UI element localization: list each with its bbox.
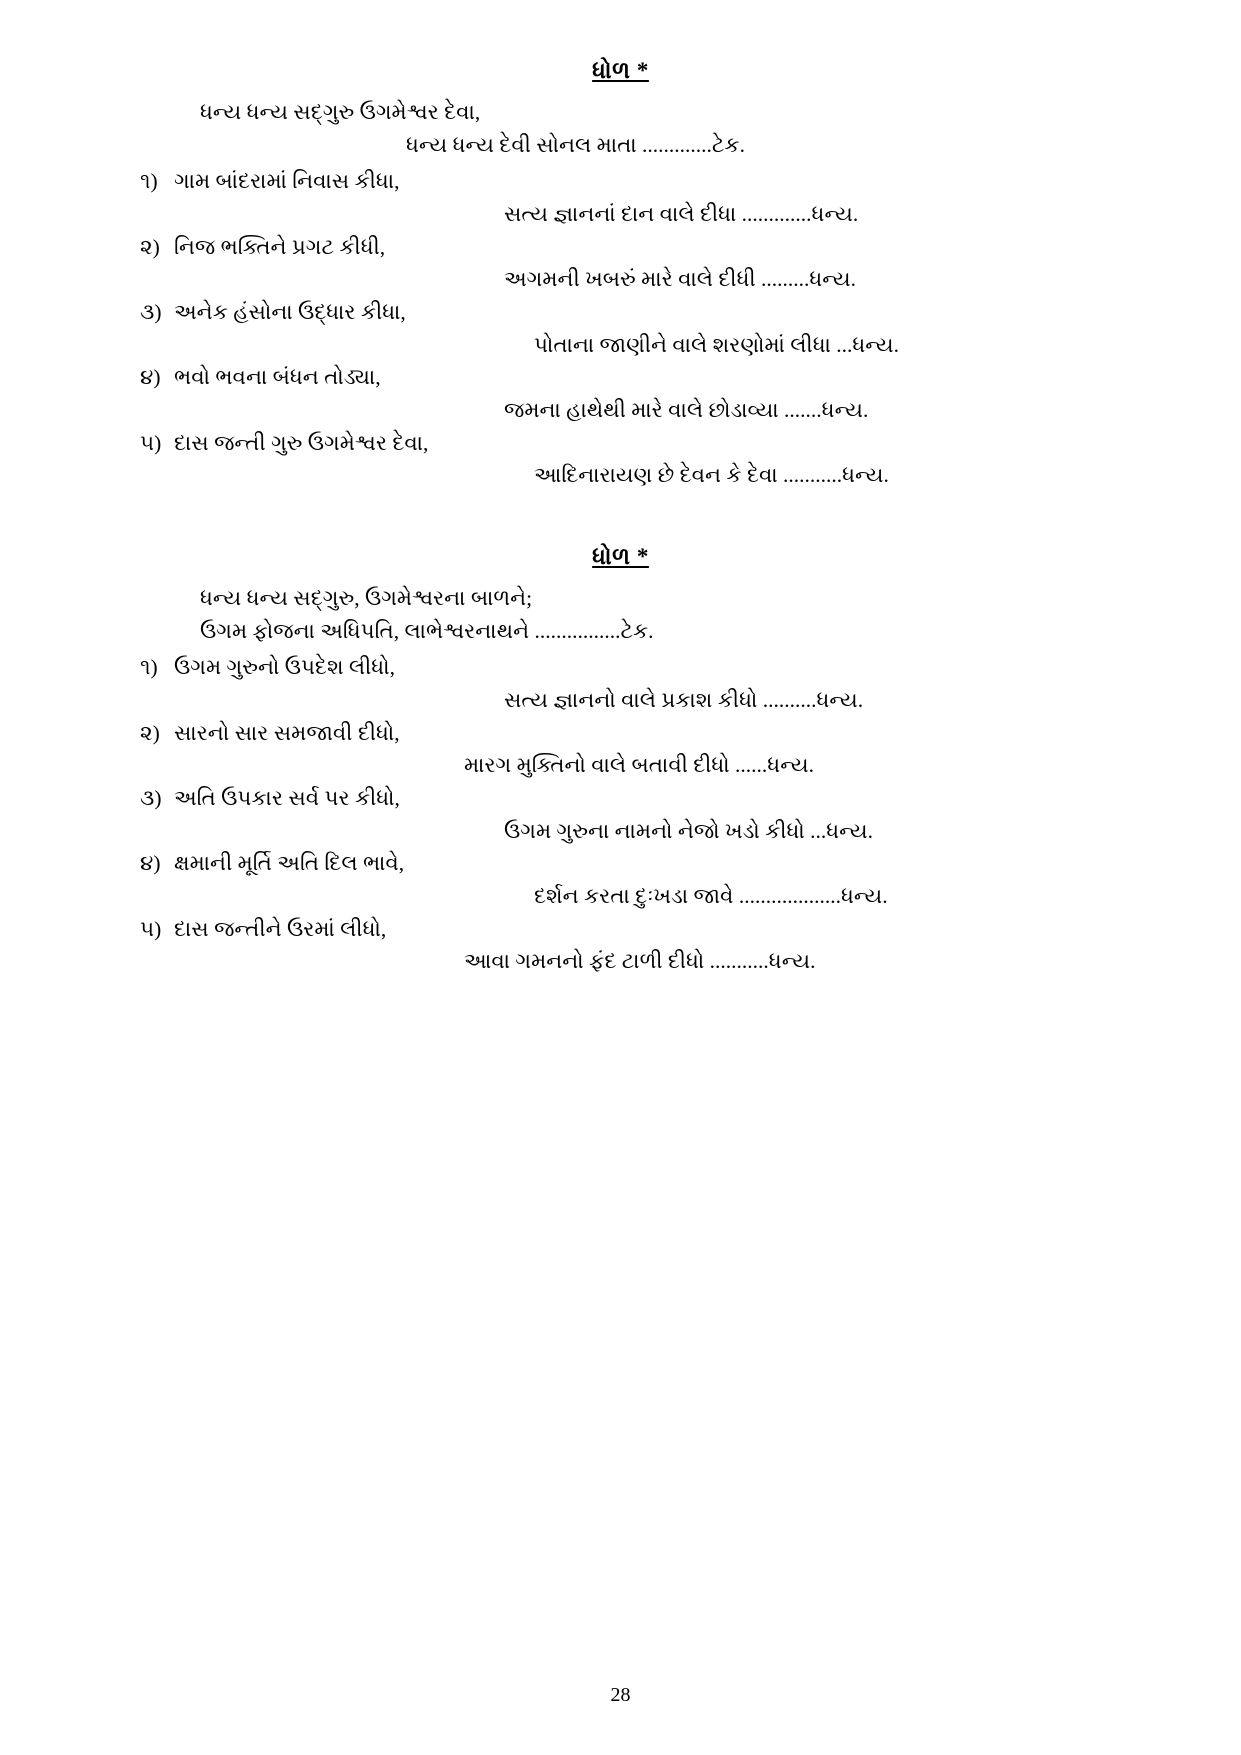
verse-line-b: ઉગમ ગુરુના નામનો નેજો ખડો કીધો ...ધન્ય. <box>504 818 873 843</box>
song-section-1 <box>96 58 1145 492</box>
verse-line-b: મારગ મુક્તિનો વાલે બતાવી દીધો ......ધન્ય. <box>464 753 814 778</box>
verse-line-a: ક્ષમાની મૂર્તિ અતિ દિલ ભાવે, <box>174 851 405 876</box>
verse-body <box>174 913 1145 978</box>
verse-number: ૪) <box>140 365 161 390</box>
verse-row <box>96 651 1145 716</box>
verse-line-b: સત્ય જ્ઞાનનો વાલે પ્રકાશ કીધો ..........ધન્ય. <box>504 688 864 713</box>
verse-body <box>174 231 1145 296</box>
verse-number: ૧) <box>140 169 158 194</box>
verse-body <box>174 427 1145 492</box>
verse-row <box>96 427 1145 492</box>
verse-row <box>96 165 1145 230</box>
verse-row <box>96 782 1145 847</box>
verse-body <box>174 361 1145 426</box>
verse-line-a: દાસ જન્તી ગુરુ ઉગમેશ્વર દેવા, <box>174 430 429 455</box>
verse-body <box>174 717 1145 782</box>
verse-line-a: દાસ જન્તીને ઉરમાં લીધો, <box>174 916 387 941</box>
verse-body <box>174 651 1145 716</box>
refrain-line: ધન્ય ધન્ય દેવી સોનલ માતા .............ટેક. <box>406 132 745 157</box>
verse-line-a: અતિ ઉપકાર સર્વ પર કીધો, <box>174 786 400 811</box>
verse-number: ૩) <box>140 300 162 325</box>
verse-line-b: આવા ગમનનો ફંદ ટાળી દીધો ...........ધન્ય. <box>464 949 816 974</box>
verse-line-a: નિજ ભક્તિને પ્રગટ કીધી, <box>174 234 386 259</box>
verse-row <box>96 361 1145 426</box>
verse-number: ૨) <box>140 720 160 745</box>
song-title: ધોળ * <box>592 544 649 570</box>
verse-body <box>174 165 1145 230</box>
verse-body <box>174 782 1145 847</box>
verse-number: ૧) <box>140 655 158 680</box>
song-refrain <box>96 96 1145 161</box>
verse-number: ૩) <box>140 786 162 811</box>
verse-line-a: ઉગમ ગુરુનો ઉપદેશ લીધો, <box>174 655 395 680</box>
refrain-line: ધન્ય ધન્ય સદ્‍ગુરુ ઉગમેશ્વર દેવા, <box>200 100 481 124</box>
verse-line-a: અનેક હંસોના ઉદ્ધાર કીધા, <box>174 300 406 325</box>
refrain-line: ઉગમ ફોજના અધિપતિ, લાભેશ્વરનાથને ................ટેક. <box>200 618 654 643</box>
verse-number: ૨) <box>140 234 160 259</box>
verse-line-b: સત્ય જ્ઞાનનાં દાન વાલે દીધા .............ધન્ય. <box>504 202 859 227</box>
song-section-2 <box>96 544 1145 978</box>
verse-row <box>96 296 1145 361</box>
verse-row <box>96 717 1145 782</box>
verse-line-b: જમના હાથેથી મારે વાલે છોડાવ્યા .......ધન્ય. <box>504 398 869 423</box>
verse-number: ૪) <box>140 851 161 876</box>
page-number: 28 <box>610 1684 631 1706</box>
verse-line-a: સારનો સાર સમજાવી દીધો, <box>174 720 400 745</box>
verse-line-b: દર્શન કરતા દુઃખડા જાવે ...................ધન્ય. <box>534 884 888 909</box>
verse-line-a: ભવો ભવના બંધન તોડ્યા, <box>174 365 381 390</box>
verse-line-b: આદિનારાયણ છે દેવન કે દેવા ...........ધન્ય. <box>534 463 889 488</box>
verse-line-b: પોતાના જાણીને વાલે શરણોમાં લીધા ...ધન્ય. <box>534 332 900 357</box>
verse-number: ૫) <box>140 916 162 941</box>
verse-line-a: ગામ બાંદરામાં નિવાસ કીધા, <box>174 169 400 194</box>
song-refrain <box>96 582 1145 647</box>
verse-body <box>174 847 1145 912</box>
refrain-line: ધન્ય ધન્ય સદ્‍ગુરુ, ઉગમેશ્વરના બાળને; <box>200 586 533 611</box>
verse-row <box>96 847 1145 912</box>
verse-row <box>96 913 1145 978</box>
song-title: ધોળ * <box>592 58 649 83</box>
verse-line-b: અગમની ખબરું મારે વાલે દીધી .........ધન્ય. <box>504 267 857 292</box>
verse-row <box>96 231 1145 296</box>
verse-body <box>174 296 1145 361</box>
verse-number: ૫) <box>140 430 162 455</box>
